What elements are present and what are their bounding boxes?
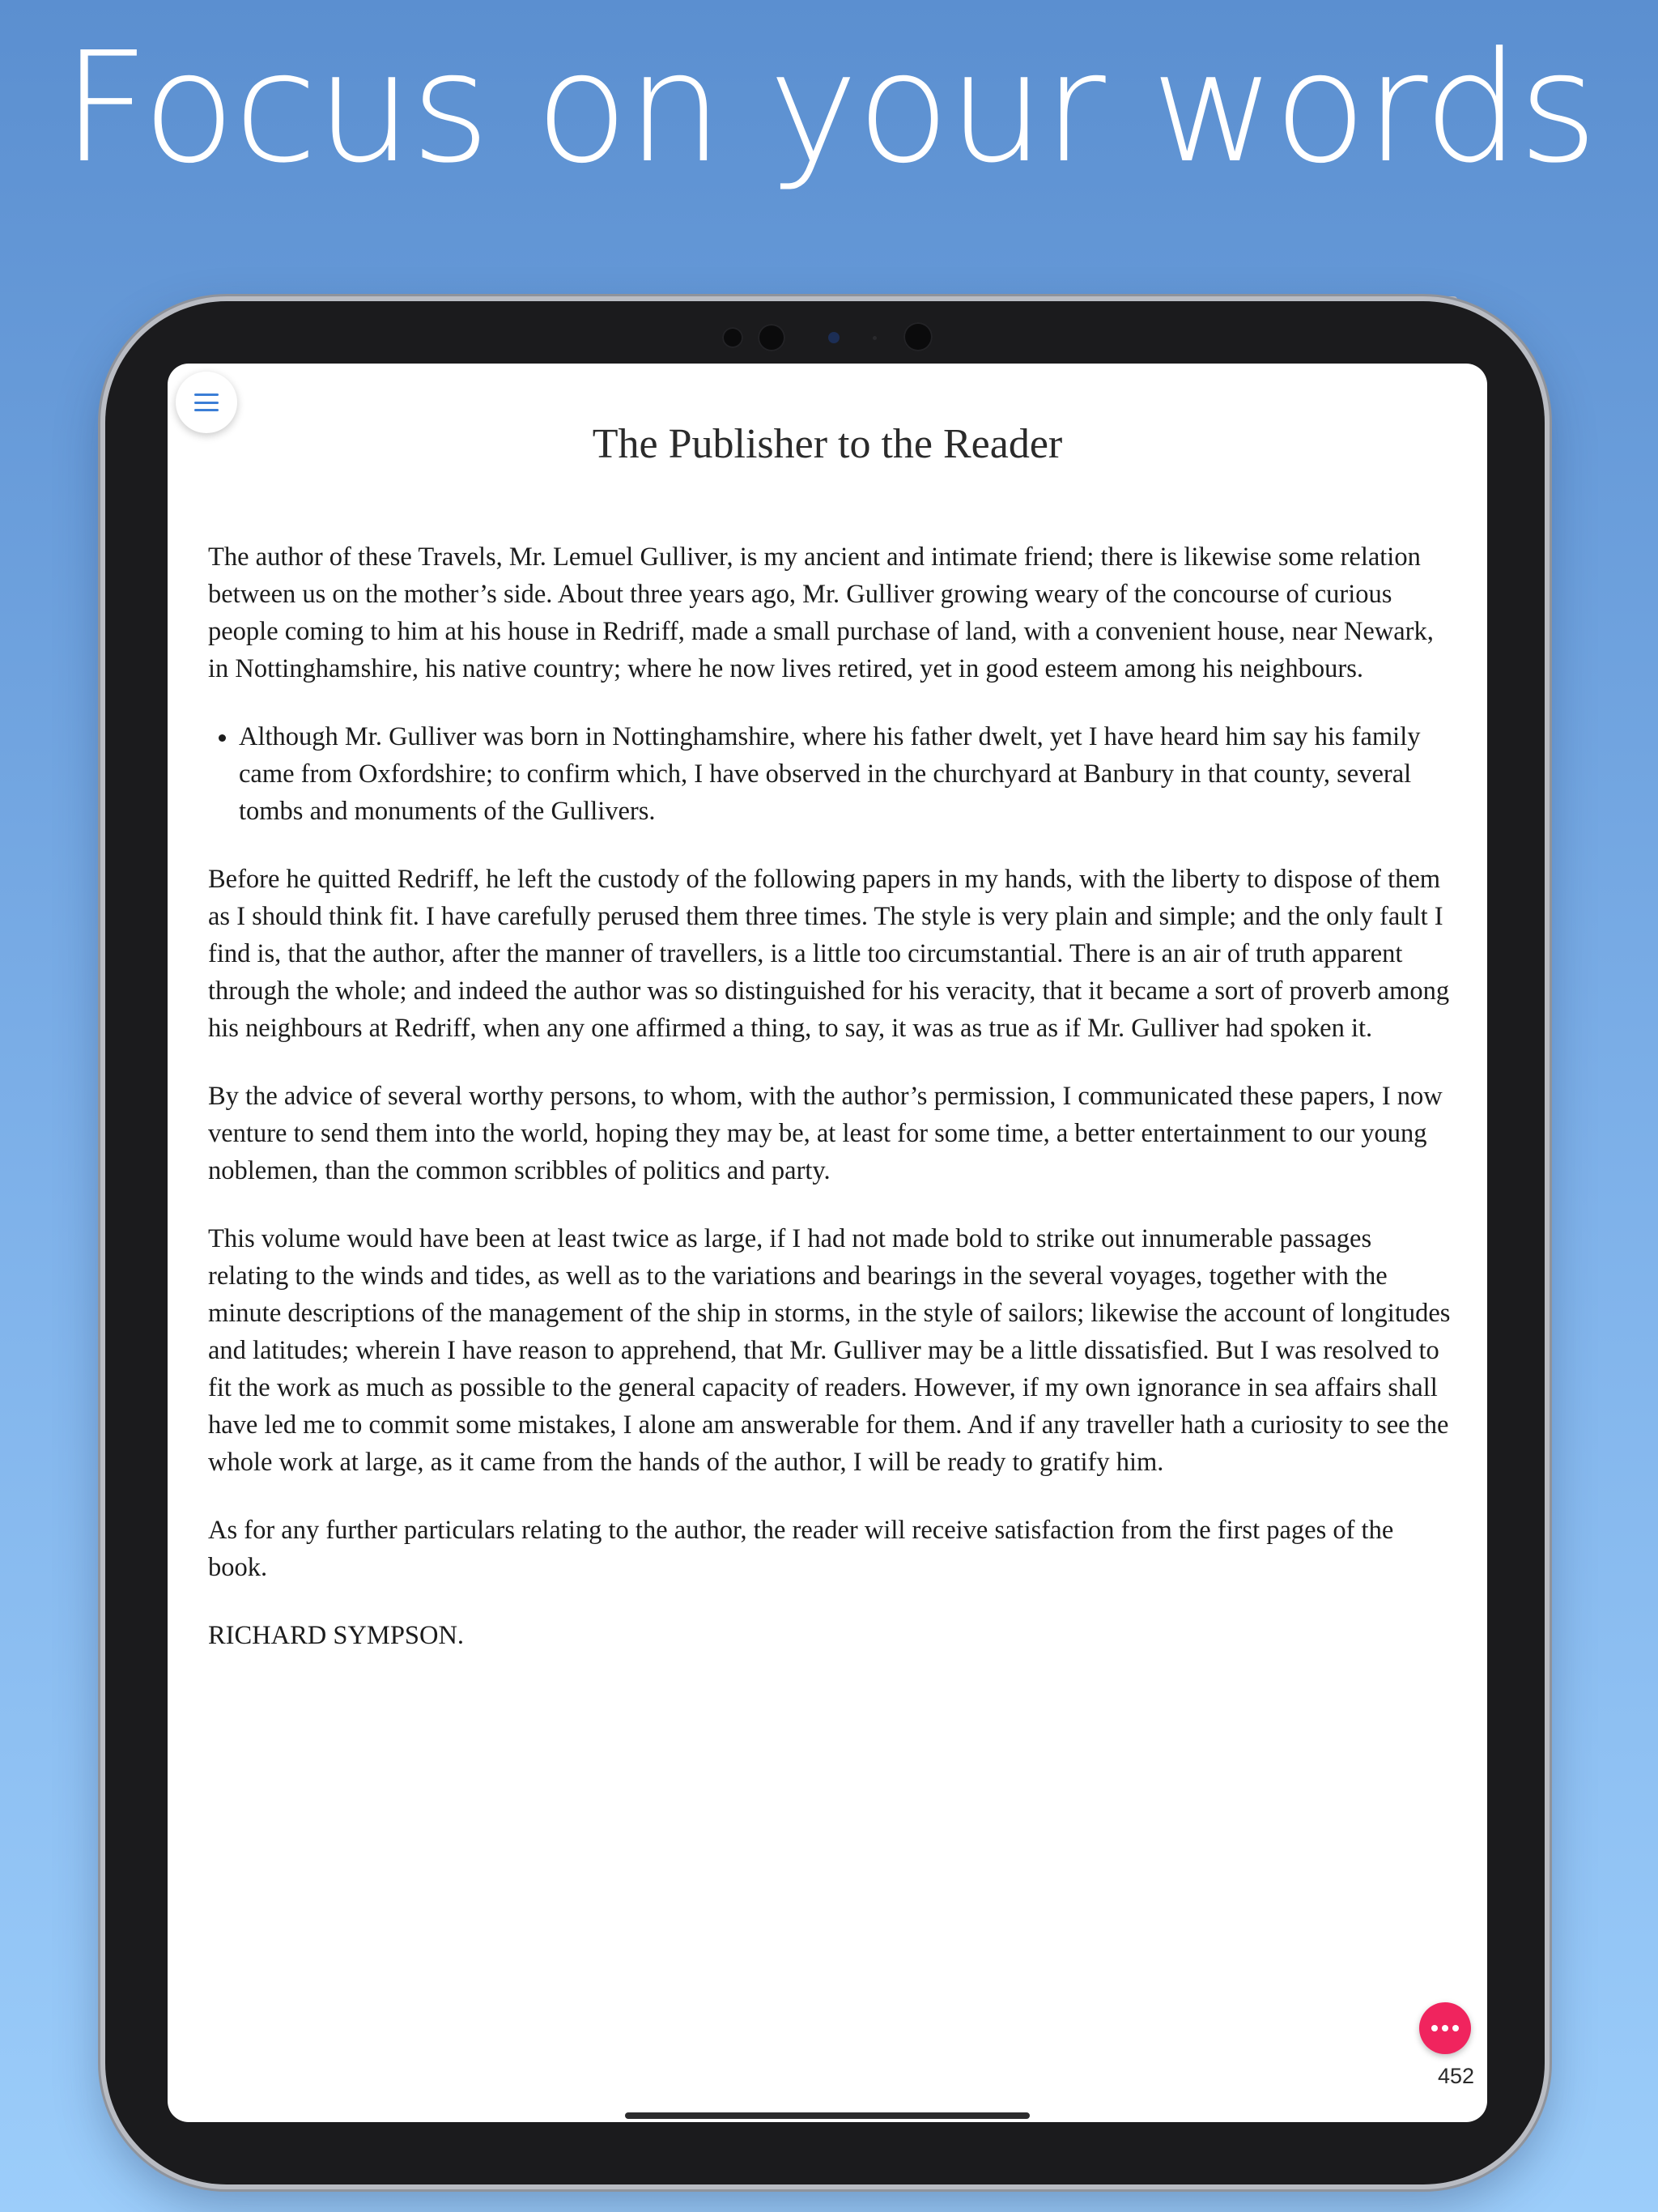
paragraph: This volume would have been at least twice as large, if I had not made bold to strike out innumerable passages relating to the winds and tides, as well as to the variations and bearings in the several voyages, together with the minute descriptions of the management of the ship in storms, in the style of sailors; likewise the account of longitudes and latitudes; wherein I have reason to apprehend, that Mr. Gulliver may be a little dissatisfied. But I was resolved to fit the work as much as possible to the general capacity of readers. However, if my own ignorance in sea affairs shall have led me to commit some mistakes, I alone am answerable for them. And if any traveller hath a curiosity to see the whole work at large, as it came from the hands of the author, I will be ready to gratify him. (208, 1224, 1451, 1477)
camera-lens (828, 332, 840, 343)
camera-sensors (105, 319, 1545, 351)
paragraph: Before he quitted Redriff, he left the custody of the following papers in my hands, with the liberty to dispose of them as I should think fit. I have carefully perused them three times. The style is very plain and simple; and the only fault I find is, that the author, after the manner of travellers, is a little too circumstantial. There is an air of truth apparent through the whole; and indeed the author was so distinguished for his veracity, that it became a sort of proverb among his neighbours at Redriff, when any one affirmed a thing, to say, it was as true as if Mr. Gulliver had spoken it. (208, 865, 1450, 1043)
sensor-dot (903, 322, 933, 351)
device-volume-down-button (1545, 565, 1551, 674)
more-options-button[interactable] (1419, 2002, 1471, 2054)
tablet-device (105, 301, 1545, 2184)
headline: Focus on your words (62, 19, 1596, 197)
home-indicator[interactable] (625, 2112, 1030, 2119)
hamburger-menu-icon (194, 393, 219, 411)
document-body[interactable] (208, 538, 1455, 1685)
more-dots-icon (1431, 2025, 1459, 2031)
paragraph: By the advice of several worthy persons, to whom, with the author’s permission, I communicated these papers, I now venture to send them into the world, hoping they may be, at least for some time, a better entertainment to our young noblemen, than the common scribbles of politics and party. (208, 1082, 1443, 1185)
bullet-list (208, 718, 1455, 830)
word-count: 452 (1437, 2064, 1474, 2088)
device-volume-up-button (1545, 436, 1551, 545)
sensor-dot (722, 327, 743, 348)
list-item: • Although Mr. Gulliver was born in Nottinghamshire, where his father dwelt, yet I have heard him say his family came from Oxfordshire; to confirm which, I have observed in the churchyard at Banbury in that county, several tombs and monuments of the Gullivers. (239, 718, 1455, 830)
paragraph: As for any further particulars relating to the author, the reader will receive satisfaction from the first pages of the book. (208, 1516, 1394, 1582)
sensor-dot (758, 324, 785, 351)
document-title: The Publisher to the Reader (592, 421, 1063, 467)
sensor-dot (873, 336, 877, 340)
paragraph: The author of these Travels, Mr. Lemuel Gulliver, is my ancient and intimate friend; there is likewise some relation between us on the mother’s side. About three years ago, Mr. Gulliver growing weary of the concourse of curious people coming to him at his house in Redriff, made a small purchase of land, with a convenient house, near Newark, in Nottinghamshire, his native country; where he now lives retired, yet in good esteem among his neighbours. (208, 542, 1434, 683)
app-screen (168, 364, 1487, 2122)
signature-line: RICHARD SYMPSON. (208, 1621, 465, 1650)
